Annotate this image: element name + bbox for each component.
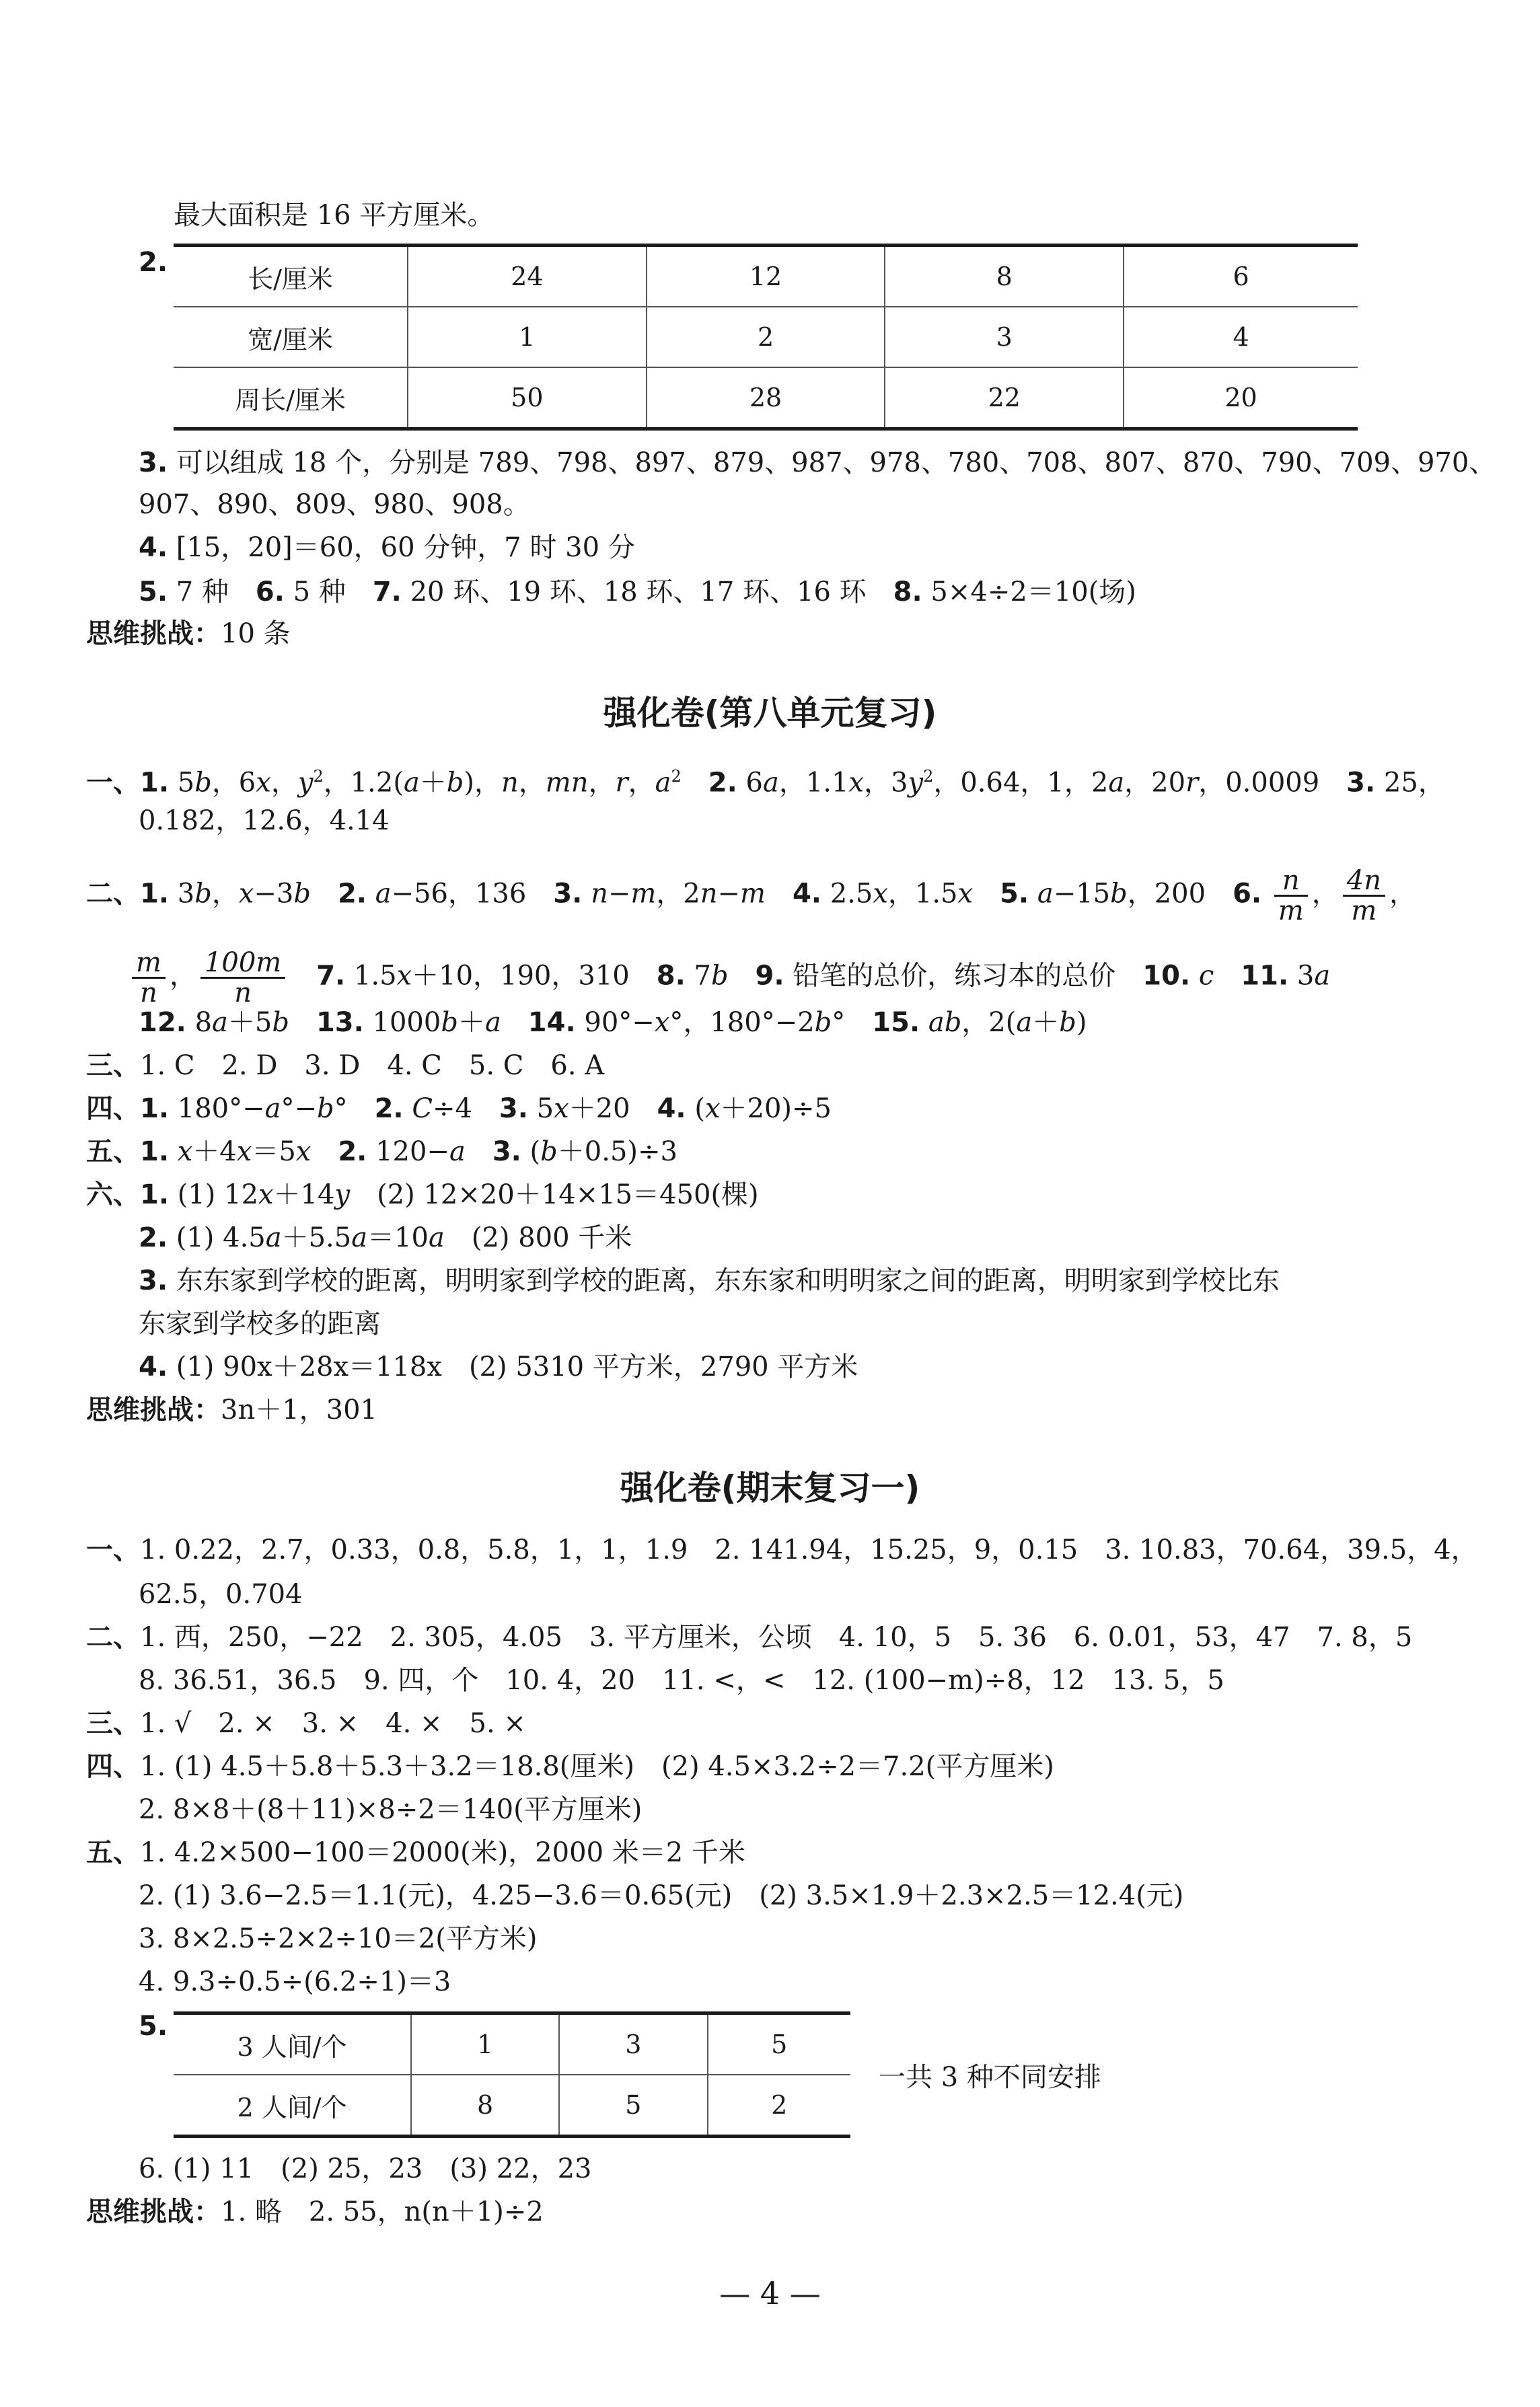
fraction: $\frac{4n}{m}$ <box>1343 866 1385 925</box>
answer-line: 4. 9.3÷0.5÷(6.2÷1)＝3 <box>139 1966 451 1997</box>
fraction: $\frac{m}{n}$ <box>132 949 166 1007</box>
answer-line <box>86 1049 604 1082</box>
question-number: 2. <box>139 247 168 278</box>
challenge-label: 思维挑战： <box>86 1395 221 1425</box>
answer-text: 5×4÷2＝10(场) <box>930 577 1136 607</box>
answer-line: 907、890、809、980、908。 <box>139 489 530 520</box>
table-cell: 5 <box>559 2075 707 2137</box>
answer-line: 2. 8×8＋(8＋11)×8÷2＝140(平方厘米) <box>139 1794 643 1825</box>
answer-line: 3. 东东家到学校的距离，明明家到学校的距离，东东家和明明家之间的距离，明明家到学校比东 <box>139 1265 1280 1296</box>
table-cell: 50 <box>408 367 647 429</box>
challenge-label: 思维挑战： <box>86 2196 221 2227</box>
answer-text: 1. C 2. D 3. D 4. C 5. C 6. A <box>140 1050 605 1081</box>
table-cell: 长/厘米 <box>174 246 408 307</box>
part-label: 二、 <box>86 878 140 910</box>
answer-line: 2. (1) 4.5a＋5.5a＝10a (2) 800 千米 <box>139 1222 632 1253</box>
answer-line: 二、1. 3b，x−3b 2. a−56，136 3. n−m，2n−m 4. 2.5x，1.5x 5. a−15b，200 6. $\frac{n}{m}$ ， $\frac{4n}{m}$ ， <box>86 865 1416 926</box>
rectangle-table <box>174 244 1358 431</box>
answer-text: 1. 0.22，2.7，0.33，0.8，5.8，1，1，1.9 2. 141.94，15.25，9，0.15 3. 10.83，70.64，39.5，4， <box>140 1534 1478 1565</box>
challenge-line <box>86 2196 544 2228</box>
challenge-text: 10 条 <box>221 618 291 649</box>
answer-line: 一、1. 0.22，2.7，0.33，0.8，5.8，1，1，1.9 2. 141.94，15.25，9，0.15 3. 10.83，70.64，39.5，4， <box>86 1534 1478 1565</box>
table-cell: 1 <box>408 307 647 367</box>
table-row <box>174 367 1358 429</box>
answer-text: 1. √ 2. × 3. × 4. × 5. × <box>140 1708 526 1739</box>
table-cell: 1 <box>411 2013 559 2075</box>
challenge-text: 3n＋1，301 <box>221 1395 378 1425</box>
answer-line: 8. 36.51，36.5 9. 四，个 10. 4，20 11. <，< 12. (100−m)÷8，12 13. 5，5 <box>139 1665 1224 1696</box>
answer-line: 四、1. 180°−a°−b° 2. C÷4 3. 5x＋20 4. (x＋20)÷5 <box>86 1093 832 1124</box>
table-cell: 2 人间/个 <box>174 2075 411 2137</box>
table-note: 一共 3 种不同安排 <box>879 2062 1101 2093</box>
table-cell: 2 <box>708 2075 850 2137</box>
answer-text: 5 种 <box>293 577 346 607</box>
table-cell: 周长/厘米 <box>174 367 408 429</box>
room-arrangement-table <box>174 2011 850 2138</box>
answer-line: 三、1. √ 2. × 3. × 4. × 5. × <box>86 1708 526 1739</box>
part-label: 一、 <box>86 767 140 799</box>
answer-text: (1) 90x＋28x＝118x (2) 5310 平方米，2790 平方米 <box>176 1351 858 1382</box>
challenge-text: 1. 略 2. 55，n(n＋1)÷2 <box>221 2196 544 2227</box>
max-area-text: 最大面积是 16 平方厘米。 <box>174 200 494 231</box>
answer-line: 12. 8a＋5b 13. 1000b＋a 14. 90°−x°，180°−2b° 15. ab，2(a＋b) <box>139 1007 1087 1038</box>
fraction: $\frac{n}{m}$ <box>1274 866 1308 925</box>
answer-line: 62.5，0.704 <box>139 1579 303 1610</box>
part-label: 三、 <box>86 1050 140 1081</box>
answer-line: 一、1. 5b，6x，$y^2$，1.2(a＋b)，n，mn，r，$a^2$ 2. 6a，1.1x，$3y^2$，0.64，1，2a，20r，0.0009 3. 25， <box>86 767 1445 799</box>
part-label: 四、 <box>86 1093 140 1124</box>
table-cell: 6 <box>1124 246 1358 307</box>
challenge-line <box>86 1394 377 1426</box>
table-cell: 5 <box>708 2013 850 2075</box>
part-label: 五、 <box>86 1136 140 1167</box>
answer-text: 1. (1) 4.5＋5.8＋5.3＋3.2＝18.8(厘米) (2) 4.5×3.2÷2＝7.2(平方厘米) <box>140 1751 1054 1782</box>
table-cell: 宽/厘米 <box>174 307 408 367</box>
answer-line: 4. (1) 90x＋28x＝118x (2) 5310 平方米，2790 平方米 <box>139 1351 858 1382</box>
answer-line: 六、1. (1) 12x＋14y (2) 12×20＋14×15＝450(棵) <box>86 1179 759 1210</box>
answer-line: 五、1. x＋4x＝5x 2. 120−a 3. (b＋0.5)÷3 <box>86 1136 677 1167</box>
table-cell: 24 <box>408 246 647 307</box>
answer-text: 1. 4.2×500−100＝2000(米)，2000 米＝2 千米 <box>140 1837 745 1868</box>
answer-text: 7 种 <box>176 577 229 607</box>
fraction: $\frac{100m}{n}$ <box>200 949 285 1007</box>
answer-line: 5. 7 种 6. 5 种 7. 20 环、19 环、18 环、17 环、16 环 8. 5×4÷2＝10(场) <box>139 577 1136 607</box>
answer-line: 0.182，12.6，4.14 <box>139 805 390 836</box>
answer-text: 东东家到学校的距离，明明家到学校的距离，东东家和明明家之间的距离，明明家到学校比东 <box>176 1265 1280 1296</box>
answer-line: 6. (1) 11 (2) 25，23 (3) 22，23 <box>139 2153 592 2184</box>
table-cell: 20 <box>1124 367 1358 429</box>
table-cell: 8 <box>885 246 1124 307</box>
answer-line: 二、1. 西，250，−22 2. 305，4.05 3. 平方厘米，公顷 4. 10，5 5. 36 6. 0.01，53，47 7. 8，5 <box>86 1622 1413 1653</box>
answer-text: 可以组成 18 个，分别是 789、798、897、879、987、978、780、708、807、870、790、709、970、 <box>176 447 1496 478</box>
table-row <box>174 2013 850 2075</box>
page-number: — 4 — <box>719 2275 821 2311</box>
answer-line: 3. 可以组成 18 个，分别是 789、798、897、879、987、978、780、708、807、870、790、709、970、 <box>139 447 1496 478</box>
question-number: 5. <box>139 2011 168 2042</box>
answer-line: 2. (1) 3.6−2.5＝1.1(元)，4.25−3.6＝0.65(元) (2) 3.5×1.9＋2.3×2.5＝12.4(元) <box>139 1880 1184 1911</box>
part-label: 六、 <box>86 1179 140 1210</box>
table-cell: 3 <box>559 2013 707 2075</box>
table-cell: 3 <box>885 307 1124 367</box>
answer-text: 20 环、19 环、18 环、17 环、16 环 <box>410 577 867 607</box>
table-row <box>174 246 1358 307</box>
answer-line: 东家到学校多的距离 <box>139 1308 381 1339</box>
section-title: 强化卷(期末复习一) <box>620 1469 920 1508</box>
answer-line: 四、1. (1) 4.5＋5.8＋5.3＋3.2＝18.8(厘米) (2) 4.5×3.2÷2＝7.2(平方厘米) <box>86 1751 1054 1782</box>
answer-line: 五、1. 4.2×500−100＝2000(米)，2000 米＝2 千米 <box>86 1837 745 1868</box>
table-cell: 12 <box>647 246 885 307</box>
answer-line: 4. [15，20]＝60，60 分钟，7 时 30 分 <box>139 532 635 563</box>
table-cell: 3 人间/个 <box>174 2013 411 2075</box>
table-cell: 22 <box>885 367 1124 429</box>
table-row <box>174 307 1358 367</box>
challenge-label: 思维挑战： <box>86 618 221 649</box>
table-cell: 2 <box>647 307 885 367</box>
section-title: 强化卷(第八单元复习) <box>603 694 937 733</box>
table-row <box>174 2075 850 2137</box>
answer-text: [15，20]＝60，60 分钟，7 时 30 分 <box>176 532 635 563</box>
answer-text: 1. 西，250，−22 2. 305，4.05 3. 平方厘米，公顷 4. 10，5 5. 36 6. 0.01，53，47 7. 8，5 <box>140 1622 1413 1653</box>
answer-line: $\frac{m}{n}$ ， $\frac{100m}{n}$ 7. 1.5x＋10，190，310 8. 7b 9. 铅笔的总价，练习本的总价 10. c 11. 3a <box>128 949 1330 1007</box>
table-cell: 28 <box>647 367 885 429</box>
table-cell: 4 <box>1124 307 1358 367</box>
challenge-line <box>86 618 291 650</box>
answer-line: 3. 8×2.5÷2×2÷10＝2(平方米) <box>139 1923 538 1954</box>
table-cell: 8 <box>411 2075 559 2137</box>
